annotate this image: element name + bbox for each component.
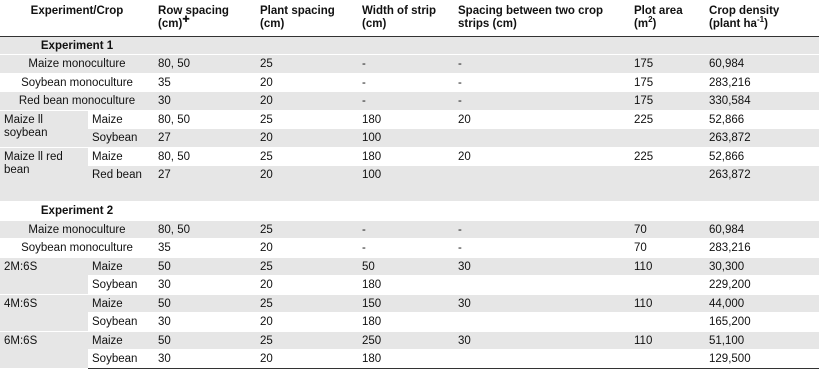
experiment-2-title: Experiment 2: [0, 202, 154, 221]
table-cell: 20: [256, 129, 358, 148]
table-row: [0, 276, 819, 295]
table-cell: 20: [454, 110, 630, 129]
table-cell: 283,216: [705, 73, 819, 92]
table-cell: Maize: [88, 331, 154, 350]
table-cell: Maize: [88, 110, 154, 129]
table-cell: [454, 166, 630, 202]
table-cell: Soybean monoculture: [0, 73, 154, 92]
table-cell: 110: [630, 257, 705, 276]
table-cell: [630, 166, 705, 202]
header-crop-density: Crop density (plant $ha^{-1}$): [705, 0, 819, 36]
table-cell: 50: [358, 257, 454, 276]
table-row: [0, 73, 819, 92]
table-cell: 27: [154, 166, 256, 202]
table-cell: 30,300: [705, 257, 819, 276]
table-row: [0, 147, 819, 166]
table-cell: 30: [454, 331, 630, 350]
group-label: 6M:6S: [0, 331, 88, 368]
table-cell: 263,872: [705, 166, 819, 202]
table-cell: 225: [630, 110, 705, 129]
table-cell: [630, 350, 705, 369]
table-cell: 50: [154, 331, 256, 350]
table-cell: 165,200: [705, 313, 819, 332]
table-cell: 180: [358, 350, 454, 369]
table-cell: [454, 350, 630, 369]
header-plot-area: Plot area $(m^2)$: [630, 0, 705, 36]
table-cell: 330,584: [705, 92, 819, 111]
group-label: 2M:6S: [0, 257, 88, 294]
table-cell: 25: [256, 110, 358, 129]
table-cell: 175: [630, 92, 705, 111]
table-cell: 80, 50: [154, 110, 256, 129]
table-cell: 25: [256, 147, 358, 166]
table-cell: Soybean monoculture: [0, 239, 154, 258]
table-cell: Soybean: [88, 313, 154, 332]
table-cell: 25: [256, 331, 358, 350]
table-row: [0, 239, 819, 258]
table-cell: 30: [454, 294, 630, 313]
table-cell: [630, 276, 705, 295]
table-cell: Soybean: [88, 129, 154, 148]
table-cell: [154, 36, 819, 55]
table-row: [0, 92, 819, 111]
table-cell: Soybean: [88, 276, 154, 295]
table-cell: -: [358, 92, 454, 111]
table-cell: 27: [154, 129, 256, 148]
table-cell: 225: [630, 147, 705, 166]
table-cell: 52,866: [705, 147, 819, 166]
table-row: [0, 294, 819, 313]
table-cell: 263,872: [705, 129, 819, 148]
table-row: [0, 350, 819, 369]
experiment-1-title: Experiment 1: [0, 36, 154, 55]
table-cell: Maize monoculture: [0, 55, 154, 74]
header-plant-spacing: Plant spacing (cm): [256, 0, 358, 36]
experiment-1-heading-row: [0, 36, 819, 55]
header-strip-spacing: Spacing between two crop strips (cm): [454, 0, 630, 36]
table-cell: 100: [358, 166, 454, 202]
table-cell: 20: [256, 350, 358, 369]
table-cell: 110: [630, 331, 705, 350]
table-cell: 25: [256, 220, 358, 239]
table-cell: 25: [256, 294, 358, 313]
table-cell: 180: [358, 276, 454, 295]
table-cell: -: [358, 55, 454, 74]
table-cell: 229,200: [705, 276, 819, 295]
table-cell: -: [454, 239, 630, 258]
table-cell: Maize monoculture: [0, 220, 154, 239]
table-cell: Maize: [88, 257, 154, 276]
table-cell: 80, 50: [154, 55, 256, 74]
table-cell: -: [358, 239, 454, 258]
table-cell: 51,100: [705, 331, 819, 350]
table-cell: 70: [630, 239, 705, 258]
table-cell: 20: [256, 276, 358, 295]
table-cell: 30: [454, 257, 630, 276]
table-cell: 35: [154, 239, 256, 258]
table-cell: 25: [256, 55, 358, 74]
table-cell: 60,984: [705, 55, 819, 74]
table-cell: 283,216: [705, 239, 819, 258]
table-row: [0, 166, 819, 202]
group-label: 4M:6S: [0, 294, 88, 331]
table-cell: -: [358, 220, 454, 239]
table-cell: 80, 50: [154, 220, 256, 239]
table-cell: 150: [358, 294, 454, 313]
table-cell: 50: [154, 257, 256, 276]
table-cell: 60,984: [705, 220, 819, 239]
table-cell: 175: [630, 73, 705, 92]
table-cell: 180: [358, 110, 454, 129]
header-strip-width: Width of strip (cm): [358, 0, 454, 36]
table-cell: [454, 276, 630, 295]
table-cell: -: [454, 55, 630, 74]
group-label: Maize ll soybean: [0, 110, 88, 147]
table-cell: -: [454, 73, 630, 92]
table-row: [0, 55, 819, 74]
table-cell: 30: [154, 313, 256, 332]
table-cell: 30: [154, 350, 256, 369]
table-cell: 20: [256, 239, 358, 258]
table-cell: 20: [256, 92, 358, 111]
header-experiment-crop: Experiment/Crop: [0, 0, 154, 36]
table-cell: 250: [358, 331, 454, 350]
table-row: [0, 257, 819, 276]
group-label: Maize ll red bean: [0, 147, 88, 202]
table-cell: 110: [630, 294, 705, 313]
table-cell: 180: [358, 147, 454, 166]
cross-mark-icon: ✚: [182, 14, 190, 25]
table-cell: 52,866: [705, 110, 819, 129]
table-cell: 44,000: [705, 294, 819, 313]
table-cell: [454, 129, 630, 148]
table-cell: [454, 313, 630, 332]
table-cell: Maize: [88, 147, 154, 166]
table-cell: 35: [154, 73, 256, 92]
table-cell: 30: [154, 276, 256, 295]
table-cell: Red bean monoculture: [0, 92, 154, 111]
table-row: [0, 220, 819, 239]
table-cell: -: [358, 73, 454, 92]
table-row: [0, 110, 819, 129]
table-cell: 20: [454, 147, 630, 166]
table-cell: 50: [154, 294, 256, 313]
table-row: [0, 331, 819, 350]
table-cell: 20: [256, 73, 358, 92]
table-cell: Soybean: [88, 350, 154, 369]
table-cell: -: [454, 92, 630, 111]
table-cell: 100: [358, 129, 454, 148]
table-cell: -: [454, 220, 630, 239]
table-cell: 20: [256, 166, 358, 202]
table-cell: 180: [358, 313, 454, 332]
table-cell: 20: [256, 313, 358, 332]
table-cell: 25: [256, 257, 358, 276]
table-row: [0, 129, 819, 148]
table-cell: [630, 129, 705, 148]
table-cell: [154, 202, 819, 221]
table-cell: 80, 50: [154, 147, 256, 166]
table-cell: 70: [630, 220, 705, 239]
header-row-spacing: Row spacing (cm)✚: [154, 0, 256, 36]
table-cell: [630, 313, 705, 332]
table-cell: 30: [154, 92, 256, 111]
experiment-2-heading-row: [0, 202, 819, 221]
table-cell: 129,500: [705, 350, 819, 369]
table-row: [0, 313, 819, 332]
table-cell: 175: [630, 55, 705, 74]
table-cell: Red bean: [88, 166, 154, 202]
header-row: [0, 0, 819, 36]
table-cell: Maize: [88, 294, 154, 313]
